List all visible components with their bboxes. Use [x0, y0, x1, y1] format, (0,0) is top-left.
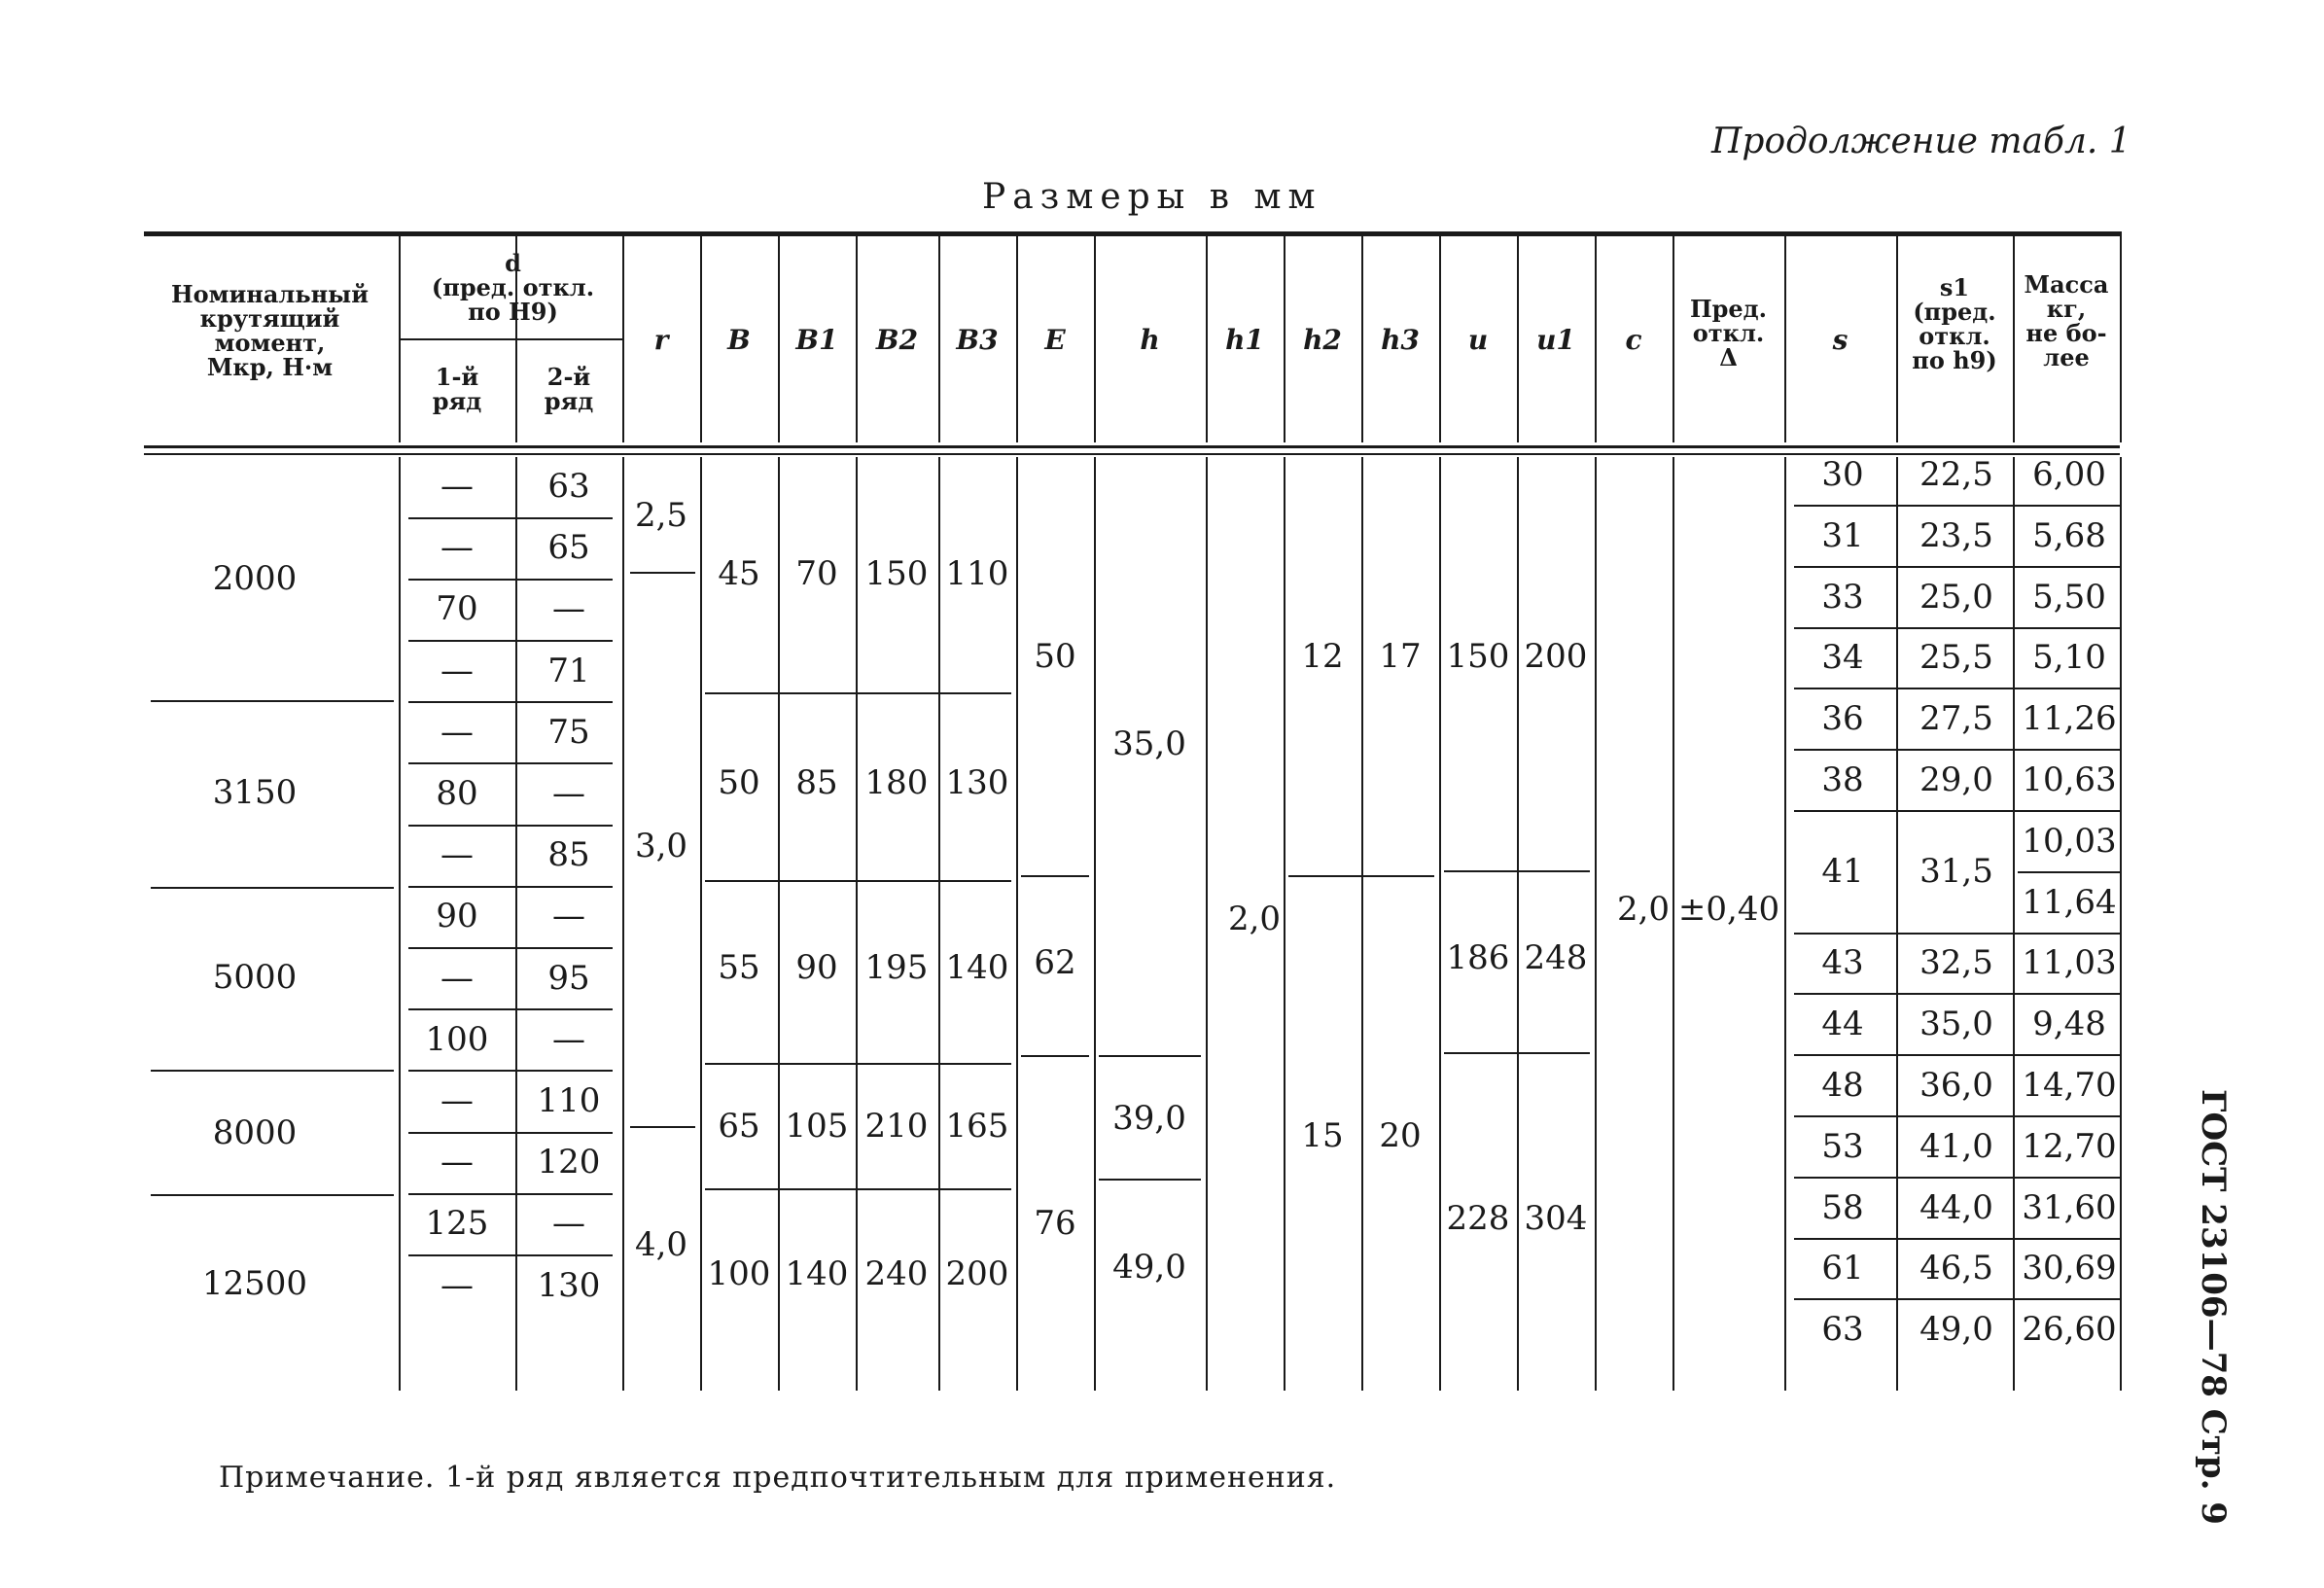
d-row2-cell: 130: [537, 1265, 601, 1305]
header-u: u: [1467, 324, 1489, 356]
rule: [705, 1063, 1011, 1065]
d-row1-cell: 70: [436, 589, 478, 629]
rule: [408, 1254, 613, 1256]
b1-value: 70: [795, 554, 838, 593]
r-value: 3,0: [634, 827, 688, 865]
rule: [778, 457, 780, 1391]
torque-value: 12500: [201, 1264, 308, 1303]
s-value: 41: [1821, 851, 1864, 891]
rule: [2120, 457, 2122, 1391]
b2-value: 240: [864, 1254, 929, 1293]
e-value: 50: [1034, 637, 1076, 676]
rule: [399, 338, 622, 340]
torque-value: 5000: [212, 958, 298, 997]
h-value: 39,0: [1112, 1099, 1186, 1138]
s1-value: 22,5: [1919, 455, 1993, 494]
rule: [705, 692, 1011, 694]
d-row1-cell: 125: [425, 1204, 489, 1244]
s1-value: 36,0: [1919, 1066, 1993, 1105]
header-torque-line: Mкр, Н·м: [206, 353, 334, 381]
rule: [1439, 457, 1441, 1391]
b1-value: 90: [795, 948, 838, 987]
s1-value: 46,5: [1919, 1249, 1993, 1288]
e-value: 76: [1034, 1204, 1076, 1243]
u-value: 228: [1446, 1199, 1510, 1238]
mass-value: 11,03: [2022, 943, 2117, 983]
b1-value: 140: [785, 1254, 849, 1293]
mass-value: 11,26: [2022, 699, 2117, 739]
header-h: h: [1140, 324, 1160, 356]
h3-value: 17: [1379, 637, 1422, 676]
rule: [1206, 457, 1208, 1391]
header-s1-line: по h9): [1912, 346, 1997, 374]
rule: [144, 445, 2120, 448]
header-b3: B3: [956, 324, 999, 356]
u-value: 150: [1446, 637, 1510, 676]
header-h1: h1: [1225, 324, 1264, 356]
mass-value: 31,60: [2022, 1187, 2117, 1227]
torque-value: 2000: [212, 559, 298, 598]
header-b2: B2: [875, 324, 919, 356]
rule: [151, 700, 394, 702]
d-row2-cell: 71: [547, 651, 590, 690]
rule: [2013, 457, 2015, 1391]
s1-value: 32,5: [1919, 943, 1993, 983]
rule: [630, 1126, 695, 1128]
header-u1: u1: [1536, 324, 1575, 356]
h1-value: 2,0: [1227, 900, 1282, 938]
mass-value: 5,68: [2032, 515, 2106, 555]
s1-value: 29,0: [1919, 760, 1993, 799]
rule: [1444, 870, 1590, 872]
s1-value: 44,0: [1919, 1187, 1993, 1227]
tolerance-value: ±0,40: [1677, 890, 1780, 929]
rule: [1794, 688, 2120, 689]
d-row1-cell: —: [440, 528, 474, 568]
b3-value: 110: [945, 554, 1009, 593]
mass-value: 5,50: [2032, 577, 2106, 617]
header-s1-line: (пред.: [1913, 298, 1996, 326]
d-row2-cell: 75: [547, 712, 590, 752]
rule: [1016, 457, 1018, 1391]
rule: [408, 701, 613, 703]
d-row2-cell: 120: [537, 1143, 601, 1182]
rule: [1595, 457, 1597, 1391]
rule: [2018, 871, 2120, 873]
rule: [1896, 457, 1898, 1391]
d-row1-cell: —: [440, 958, 474, 998]
rule: [408, 762, 613, 764]
rule: [1794, 1115, 2120, 1117]
header-r: r: [653, 324, 669, 356]
rule: [408, 517, 613, 519]
d-row2-cell: —: [552, 589, 585, 629]
header-b: B: [727, 324, 751, 356]
rule: [1794, 1054, 2120, 1056]
s-value: 43: [1821, 943, 1864, 983]
s1-value: 23,5: [1919, 515, 1993, 555]
c-value: 2,0: [1616, 890, 1671, 929]
b1-value: 105: [785, 1107, 849, 1146]
header-d-row1-line: 1-й: [435, 363, 479, 391]
header-d-row2-line: 2-й: [546, 363, 591, 391]
d-row2-cell: 95: [547, 958, 590, 998]
s-value: 44: [1821, 1005, 1864, 1044]
s-value: 61: [1821, 1249, 1864, 1288]
header-mass-line: Масса: [2024, 270, 2109, 299]
rule: [705, 1188, 1011, 1190]
header-c: c: [1625, 324, 1642, 356]
header-s1: [1896, 275, 2013, 372]
continuation-label: Продолжение табл. 1: [1711, 122, 2131, 161]
h2-value: 15: [1301, 1116, 1344, 1155]
header-d: [404, 251, 622, 324]
d-row1-cell: —: [440, 651, 474, 690]
r-value: 2,5: [634, 496, 688, 535]
rule: [408, 1070, 613, 1072]
s-value: 30: [1821, 455, 1864, 494]
rule: [144, 231, 2120, 236]
h2-value: 12: [1301, 637, 1344, 676]
header-d-row1: [404, 365, 511, 413]
header-torque-line: Номинальный: [170, 280, 370, 308]
b2-value: 150: [864, 554, 929, 593]
rule: [151, 1194, 394, 1196]
d-row2-cell: —: [552, 897, 585, 936]
rule: [1794, 749, 2120, 751]
rule: [1517, 457, 1519, 1391]
header-d-row2: [520, 365, 617, 413]
mass-value: 30,69: [2022, 1249, 2117, 1288]
mass-value: 10,63: [2022, 760, 2117, 799]
b3-value: 165: [945, 1107, 1009, 1146]
rule: [1794, 1298, 2120, 1300]
header-mass-line: кг,: [2046, 295, 2087, 323]
rule: [1794, 993, 2120, 995]
header-mass: [2013, 272, 2120, 370]
s-value: 38: [1821, 760, 1864, 799]
d-row1-cell: —: [440, 712, 474, 752]
mass-value: 11,64: [2022, 882, 2117, 922]
s1-value: 27,5: [1919, 699, 1993, 739]
d-row2-cell: 63: [547, 467, 590, 506]
u1-value: 248: [1524, 938, 1588, 977]
header-pred: [1673, 297, 1784, 370]
header-e: E: [1044, 324, 1066, 356]
rule: [408, 1132, 613, 1134]
header-pred-line: Пред.: [1689, 295, 1768, 323]
rule: [408, 640, 613, 642]
rule: [151, 1070, 394, 1072]
header-s: s: [1832, 324, 1849, 356]
s1-value: 49,0: [1919, 1310, 1993, 1350]
mass-value: 26,60: [2022, 1310, 2117, 1350]
mass-value: 14,70: [2022, 1066, 2117, 1105]
rule: [408, 579, 613, 581]
b-value: 50: [718, 763, 760, 802]
s1-value: 35,0: [1919, 1005, 1993, 1044]
b3-value: 200: [945, 1254, 1009, 1293]
h-value: 35,0: [1112, 724, 1186, 763]
header-s1-line: откл.: [1919, 322, 1990, 350]
rule: [408, 1193, 613, 1195]
s-value: 63: [1821, 1310, 1864, 1350]
header-d-row2-line: ряд: [544, 387, 594, 415]
rule: [399, 457, 401, 1391]
d-row1-cell: 80: [436, 774, 478, 813]
rule: [1021, 875, 1089, 877]
s-value: 53: [1821, 1126, 1864, 1166]
header-torque-line: момент,: [214, 329, 326, 357]
b-value: 55: [718, 948, 760, 987]
header-mass-line: не бо-: [2025, 319, 2107, 347]
header-d-line: по H9): [468, 298, 558, 326]
rule: [1099, 1179, 1201, 1181]
d-row2-cell: —: [552, 774, 585, 813]
rule: [408, 1008, 613, 1010]
header-d-line: d: [505, 249, 521, 277]
header-h2: h2: [1303, 324, 1342, 356]
mass-value: 10,03: [2022, 821, 2117, 861]
rule: [1794, 627, 2120, 629]
sizes-caption: Размеры в мм: [982, 177, 1322, 217]
mass-value: 9,48: [2032, 1005, 2106, 1044]
s-value: 34: [1821, 638, 1864, 678]
b-value: 45: [718, 554, 760, 593]
rule: [1361, 457, 1363, 1391]
s-value: 33: [1821, 577, 1864, 617]
mass-value: 5,10: [2032, 638, 2106, 678]
rule: [856, 457, 858, 1391]
header-torque-line: крутящий: [199, 304, 340, 333]
u-value: 186: [1446, 938, 1510, 977]
header-d-line: (пред. откл.: [431, 273, 595, 301]
rule: [515, 457, 517, 1391]
s1-value: 25,5: [1919, 638, 1993, 678]
header-b1: B1: [795, 324, 838, 356]
b3-value: 140: [945, 948, 1009, 987]
rule: [399, 231, 401, 442]
rule: [1794, 810, 2120, 812]
rule: [1794, 1238, 2120, 1240]
header-torque: [146, 282, 394, 379]
r-value: 4,0: [634, 1225, 688, 1264]
rule: [1794, 933, 2120, 935]
rule: [1099, 1055, 1201, 1057]
rule: [1288, 875, 1434, 877]
e-value: 62: [1034, 943, 1076, 982]
d-row2-cell: 110: [537, 1081, 601, 1120]
torque-value: 8000: [212, 1113, 298, 1152]
rule: [630, 572, 695, 574]
u1-value: 304: [1524, 1199, 1588, 1238]
u1-value: 200: [1524, 637, 1588, 676]
s-value: 48: [1821, 1066, 1864, 1105]
rule: [1444, 1052, 1590, 1054]
s-value: 36: [1821, 699, 1864, 739]
rule: [700, 457, 702, 1391]
d-row2-cell: 65: [547, 528, 590, 568]
s1-value: 25,0: [1919, 577, 1993, 617]
rule: [408, 886, 613, 888]
d-row1-cell: —: [440, 1265, 474, 1305]
rule: [2120, 231, 2122, 442]
d-row1-cell: —: [440, 835, 474, 875]
h3-value: 20: [1379, 1116, 1422, 1155]
d-row2-cell: 85: [547, 835, 590, 875]
d-row2-cell: —: [552, 1019, 585, 1059]
rule: [705, 880, 1011, 882]
torque-value: 3150: [212, 773, 298, 812]
header-pred-line: Δ: [1719, 343, 1738, 371]
footnote: Примечание. 1-й ряд является предпочтительным для применения.: [219, 1461, 1337, 1495]
d-row2-cell: —: [552, 1204, 585, 1244]
mass-value: 6,00: [2032, 455, 2106, 494]
mass-value: 12,70: [2022, 1126, 2117, 1166]
rule: [408, 947, 613, 949]
s-value: 31: [1821, 515, 1864, 555]
b1-value: 85: [795, 763, 838, 802]
b-value: 100: [707, 1254, 771, 1293]
rule: [151, 887, 394, 889]
s-value: 58: [1821, 1187, 1864, 1227]
header-mass-line: лее: [2043, 343, 2090, 371]
rule: [1794, 1177, 2120, 1179]
b2-value: 195: [864, 948, 929, 987]
rule: [1794, 505, 2120, 507]
b2-value: 180: [864, 763, 929, 802]
header-h3: h3: [1381, 324, 1420, 356]
d-row1-cell: 90: [436, 897, 478, 936]
rule: [938, 457, 940, 1391]
header-s1-line: s1: [1939, 273, 1970, 301]
header-pred-line: откл.: [1692, 319, 1765, 347]
rule: [1094, 457, 1096, 1391]
b-value: 65: [718, 1107, 760, 1146]
header-d-row1-line: ряд: [432, 387, 482, 415]
d-row1-cell: —: [440, 467, 474, 506]
s1-value: 31,5: [1919, 851, 1993, 891]
d-row1-cell: —: [440, 1081, 474, 1120]
rule: [1021, 1055, 1089, 1057]
s1-value: 41,0: [1919, 1126, 1993, 1166]
rule: [408, 825, 613, 827]
d-row1-cell: —: [440, 1143, 474, 1182]
gost-page-label: ГОСТ 23106—78 Стр. 9: [2194, 1089, 2233, 1525]
rule: [1794, 566, 2120, 568]
d-row1-cell: 100: [425, 1019, 489, 1059]
b3-value: 130: [945, 763, 1009, 802]
b2-value: 210: [864, 1107, 929, 1146]
h-value: 49,0: [1112, 1248, 1186, 1287]
